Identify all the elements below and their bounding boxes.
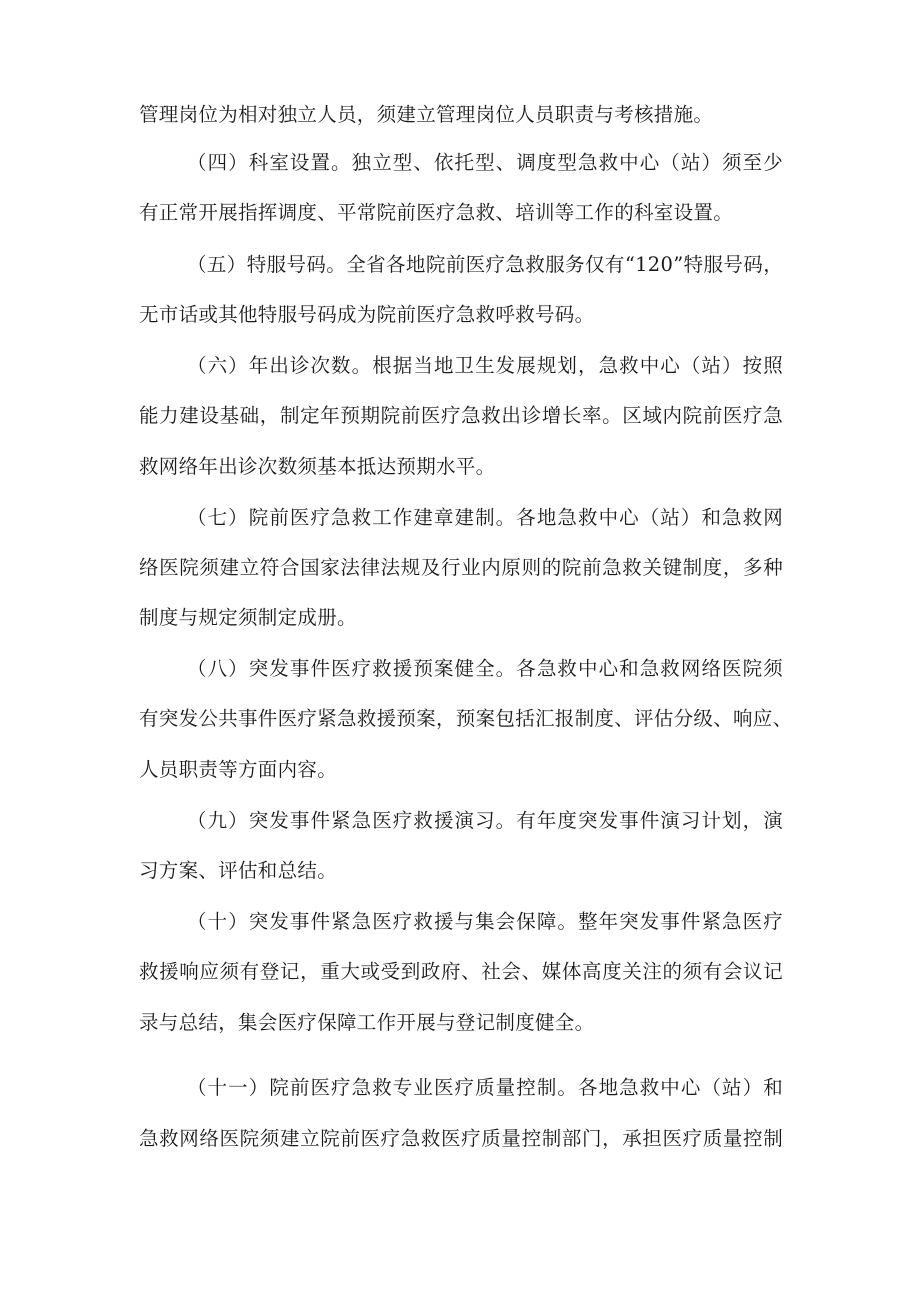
paragraph-line: 有突发公共事件医疗紧急救援预案，预案包括汇报制度、评估分级、响应、 [139,707,793,730]
paragraph-line: 有正常开展指挥调度、平常院前医疗急救、培训等工作的科室设置。 [139,201,734,224]
paragraph-line: （四）科室设置。独立型、依托型、调度型急救中心（站）须至少 [187,151,783,174]
paragraph-line: 急救网络医院须建立院前医疗急救医疗质量控制部门，承担医疗质量控制 [139,1127,783,1150]
paragraph-line: 习方案、评估和总结。 [139,859,338,882]
paragraph-line: 人员职责等方面内容。 [139,758,338,781]
paragraph-line: 管理岗位为相对独立人员，须建立管理岗位人员职责与考核措施。 [139,103,714,126]
paragraph-line: （七）院前医疗急救工作建章建制。各地急救中心（站）和急救网 [187,506,783,529]
paragraph-line: 录与总结，集会医疗保障工作开展与登记制度健全。 [139,1011,595,1034]
paragraph-line: （十一）院前医疗急救专业医疗质量控制。各地急救中心（站）和 [187,1076,783,1099]
paragraph-line: （六）年出诊次数。根据当地卫生发展规划，急救中心（站）按照 [187,354,783,377]
paragraph-line: 能力建设基础，制定年预期院前医疗急救出诊增长率。区域内院前医疗急 [139,404,783,427]
paragraph-line: 救援响应须有登记，重大或受到政府、社会、媒体高度关注的须有会议记 [139,960,783,983]
paragraph-line: （九）突发事件紧急医疗救援演习。有年度突发事件演习计划，演 [187,809,783,832]
paragraph-line: （五）特服号码。全省各地院前医疗急救服务仅有“120”特服号码， [187,253,783,276]
paragraph-line: 无市话或其他特服号码成为院前医疗急救呼救号码。 [139,303,595,326]
paragraph-line: 救网络年出诊次数须基本抵达预期水平。 [139,455,496,478]
paragraph-line: （十）突发事件紧急医疗救援与集会保障。整年突发事件紧急医疗 [187,910,783,933]
paragraph-line: 制度与规定须制定成册。 [139,606,357,629]
paragraph-line: （八）突发事件医疗救援预案健全。各急救中心和急救网络医院须 [187,657,783,680]
paragraph-line: 络医院须建立符合国家法律法规及行业内原则的院前急救关键制度，多种 [139,556,783,579]
